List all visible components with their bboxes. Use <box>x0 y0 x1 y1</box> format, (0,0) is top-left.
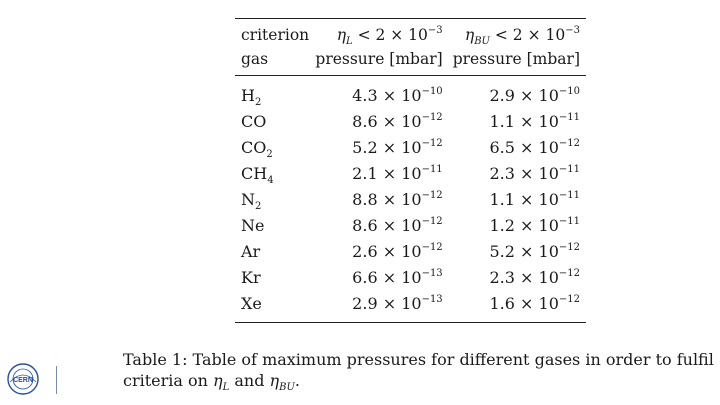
pressure-eta-l: $2.1 \times 10^{-11}$ <box>352 163 443 183</box>
table-row <box>235 212 586 238</box>
pressure-eta-bu: $6.5 \times 10^{-12}$ <box>489 137 580 157</box>
header-pressure-2: pressure [mbar] <box>452 50 580 68</box>
pressure-eta-bu: $1.1 \times 10^{-11}$ <box>489 189 580 209</box>
header-gas: gas <box>241 50 269 68</box>
pressure-eta-l: $8.6 \times 10^{-12}$ <box>352 215 443 235</box>
pressure-eta-bu: $1.1 \times 10^{-11}$ <box>489 111 580 131</box>
pressure-eta-l: $2.9 \times 10^{-13}$ <box>311 290 448 323</box>
pressure-eta-l: $8.6 \times 10^{-12}$ <box>352 111 443 131</box>
header-pressure-1: pressure [mbar] <box>315 50 443 68</box>
table-row <box>235 238 586 264</box>
logo-divider <box>56 366 57 394</box>
gas-name: $CH_4$ <box>241 163 274 186</box>
table-row <box>235 264 586 290</box>
table-row <box>235 290 586 323</box>
header-row-criterion <box>235 19 586 48</box>
pressure-eta-l: $6.6 \times 10^{-13}$ <box>352 267 443 287</box>
header-criterion: criterion <box>235 19 311 48</box>
gas-name: CO <box>241 111 267 131</box>
caption-line1: Table 1: Table of maximum pressures for different gases in order to fulfil <box>123 350 714 369</box>
pressure-eta-bu: $1.2 \times 10^{-11}$ <box>489 215 580 235</box>
header-row-gas <box>235 47 586 76</box>
cern-logo-icon <box>6 362 40 396</box>
pressure-eta-l: $8.8 \times 10^{-12}$ <box>352 189 443 209</box>
header-eta-l: $\eta_L < 2 \times 10^{-3}$ <box>311 19 448 48</box>
table-row <box>235 76 586 109</box>
header-eta-bu: $\eta_{BU} < 2 \times 10^{-3}$ <box>449 19 586 48</box>
pressure-eta-l: $4.3 \times 10^{-10}$ <box>311 76 448 109</box>
pressure-eta-bu: $2.3 \times 10^{-12}$ <box>489 267 580 287</box>
table-row <box>235 186 586 212</box>
table-row <box>235 160 586 186</box>
gas-name: Xe <box>235 290 311 323</box>
pressure-eta-l: $2.6 \times 10^{-12}$ <box>352 241 443 261</box>
pressure-table <box>235 18 586 323</box>
gas-name: Ar <box>241 241 261 261</box>
table-row <box>235 108 586 134</box>
table-caption: Table 1: Table of maximum pressures for different gases in order to fulfil criteria on $\eta_L$ and $\eta_{BU}$. <box>123 350 714 393</box>
pressure-eta-bu: $5.2 \times 10^{-12}$ <box>489 241 580 261</box>
pressure-eta-bu: $2.3 \times 10^{-11}$ <box>489 163 580 183</box>
gas-name: $CO_2$ <box>241 137 273 160</box>
pressure-eta-bu: $2.9 \times 10^{-10}$ <box>449 76 586 109</box>
gas-name: Kr <box>241 267 261 287</box>
gas-name: Ne <box>241 215 265 235</box>
pressure-eta-l: $5.2 \times 10^{-12}$ <box>352 137 443 157</box>
logo-text: CERN <box>13 377 33 384</box>
pressure-eta-bu: $1.6 \times 10^{-12}$ <box>449 290 586 323</box>
gas-name: $H_2$ <box>235 76 311 109</box>
gas-name: $N_2$ <box>241 189 262 212</box>
table-row <box>235 134 586 160</box>
